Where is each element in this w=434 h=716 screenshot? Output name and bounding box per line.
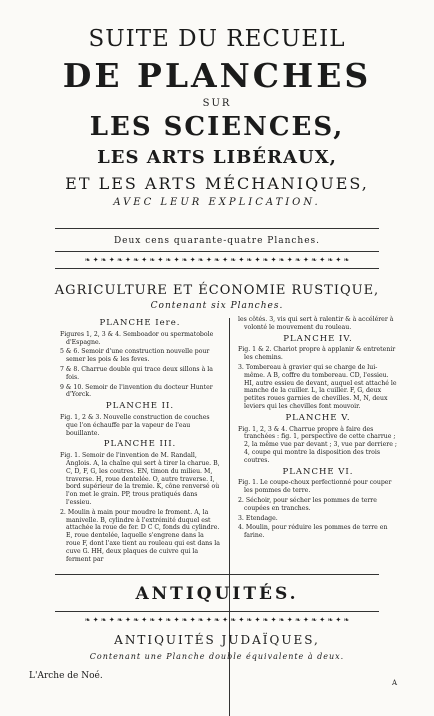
list-item: 7 & 8. Charrue double qui trace deux sillons à la fois. xyxy=(60,365,213,381)
section-title: AGRICULTURE ET ÉCONOMIE RUSTIQUE, xyxy=(54,283,380,298)
list-item: Fig. 1. Le coupe-choux perfectionné pour couper les pommes de terre. xyxy=(238,479,392,495)
title-line-7: AVEC LEUR EXPLICATION. xyxy=(113,197,321,208)
divider-rule xyxy=(55,268,379,269)
list-item: 9 & 10. Semoir de l'invention du docteur Hunter d'Yorck. xyxy=(60,383,213,399)
antiquites-judaiques-subtitle: Contenant une Planche double équivalente à deux. xyxy=(89,652,345,661)
list-item: les côtés. 3, vis qui sert à ralentir & à accélérer à volonté le mouvement du rouleau. xyxy=(238,316,394,331)
list-item: 3. Tombereau à gravier qui se charge de lui-même. A B, coffre du tombereau. CD, l'essieu. HI, autre essieu de devant, auquel est attaché le manche de la cuiller. L, la cuiller. F, G, deux petites roues garnies de chevilles. M, N, deux leviers qui les chevilles font mouvoir. xyxy=(238,363,397,410)
planche-5-heading: PLANCHE V. xyxy=(285,412,351,423)
antiquites-judaiques-title: ANTIQUITÉS JUDAÏQUES, xyxy=(114,633,320,647)
divider-rule xyxy=(55,574,379,575)
title-line-4: LES SCIENCES, xyxy=(89,112,345,142)
ornament-border: ❧ ✦ ❧ ✦ ❧ ✦ ❧ ✦ ❧ ✦ ❧ ✦ ❧ ✦ ❧ ✦ ❧ ✦ ❧ ✦ ❧ ✦ ❧ ✦ ❧ ✦ ❧ ✦ ❧ ✦ ❧ ✦ ❧ xyxy=(84,256,350,264)
planche-3-heading: PLANCHE III. xyxy=(103,439,177,450)
title-line-5: LES ARTS LIBÉRAUX, xyxy=(97,147,337,168)
planche-1-heading: PLANCHE Iere. xyxy=(99,318,181,328)
signature-mark: A xyxy=(392,679,398,687)
arche-de-noe-line: L'Arche de Noé. xyxy=(29,671,103,681)
title-line-6: ET LES ARTS MÉCHANIQUES, xyxy=(65,174,369,193)
list-item: Fig. 1, 2, 3 & 4. Charrue propre à faire des tranchées : fig. 1, perspective de cette charrue ; 2, la même vue par devant ; 3, vue par derriere ; 4, coupe qui montre la disposition des trois coutres. xyxy=(238,425,397,464)
section-subtitle: Contenant six Planches. xyxy=(150,301,284,311)
title-line-3: SUR xyxy=(202,98,232,109)
list-item: Figures 1, 2, 3 & 4. Semboador ou spermatobole d'Espagne. xyxy=(60,330,214,346)
planche-6-heading: PLANCHE VI. xyxy=(282,466,354,477)
list-item: 2. Séchoir, pour sécher les pommes de terre coupées en tranches. xyxy=(238,496,377,512)
divider-rule xyxy=(55,611,379,612)
planche-4-heading: PLANCHE IV. xyxy=(283,333,353,344)
right-column xyxy=(238,316,398,542)
list-item: 2. Moulin à main pour moudre le froment. A, la manivelle. B, cylindre à l'extrémité duquel est attachée la roue de fer. D C C, fonds du cylindre. E, roue dentelée, laquelle s'engrene dans la roue F, dont l'axe tient au rouleau qui est dans la cuve G. HH, deux plaques de cuivre qui la ferment par xyxy=(60,508,220,563)
divider-rule xyxy=(55,251,379,252)
planche-2-heading: PLANCHE II. xyxy=(105,401,175,412)
list-item: Fig. 1, 2 & 3. Nouvelle construction de couches que l'on échauffe par la vapeur de l'eau bouillante. xyxy=(60,413,210,437)
title-line-2: DE PLANCHES xyxy=(62,56,372,95)
list-item: 3. Etendage. xyxy=(238,514,278,522)
divider-rule xyxy=(55,228,379,229)
list-item: Fig. 1 & 2. Chariot propre à applanir & entretenir les chemins. xyxy=(238,346,396,362)
title-line-1: SUITE DU RECUEIL xyxy=(88,26,346,52)
left-column xyxy=(60,316,220,565)
list-item: 5 & 6. Semoir d'une construction nouvelle pour semer les pois & les feves. xyxy=(60,348,210,364)
list-item: Fig. 1. Semoir de l'invention de M. Randall, Anglois. A, la chaîne qui sert à tirer la charue. B, C, D, F, G, les coutres. EN, timon du milieu. M, traverse. H, roue dentelée. O, autre traverse. I, bord supérieur de la tremie. K, cône renversé où l'on met le grain. PP, trous pratiqués dans l'essieu. xyxy=(60,452,220,506)
antiquites-title: ANTIQUITÉS. xyxy=(135,584,299,604)
ornament-border: ❧ ✦ ❧ ✦ ❧ ✦ ❧ ✦ ❧ ✦ ❧ ✦ ❧ ✦ ❧ ✦ ❧ ✦ ❧ ✦ ❧ ✦ ❧ ✦ ❧ ✦ ❧ ✦ ❧ ✦ ❧ ✦ ❧ xyxy=(84,616,350,624)
list-item: 4. Moulin, pour réduire les pommes de terre en farine. xyxy=(238,524,388,540)
plates-count: Deux cens quarante-quatre Planches. xyxy=(113,236,321,246)
